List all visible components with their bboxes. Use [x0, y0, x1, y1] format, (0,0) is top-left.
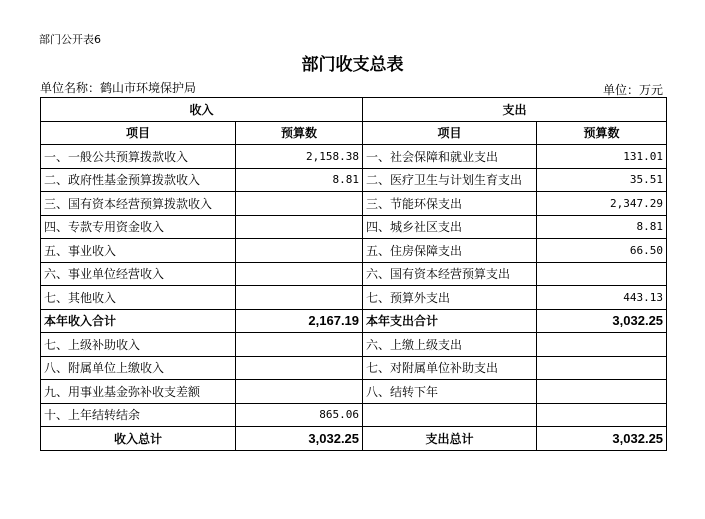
expense-total-value: 3,032.25 — [537, 427, 667, 451]
income-subtotal-value: 2,167.19 — [236, 309, 363, 333]
income-total-label: 收入总计 — [41, 427, 236, 451]
expense-item: 三、节能环保支出 — [363, 192, 537, 216]
unit-name: 单位名称：鹤山市环境保护局 — [40, 81, 197, 95]
income-section-header: 收入 — [41, 98, 363, 122]
budget-table — [40, 97, 667, 451]
income-value — [236, 380, 363, 404]
table-row — [41, 286, 667, 310]
table-row — [41, 380, 667, 404]
income-value — [236, 192, 363, 216]
income-value — [236, 356, 363, 380]
expense-budget-header: 预算数 — [537, 121, 667, 145]
expense-value: 2,347.29 — [537, 192, 667, 216]
expense-item: 五、住房保障支出 — [363, 239, 537, 263]
income-value: 2,158.38 — [236, 145, 363, 169]
income-value — [236, 262, 363, 286]
income-item: 二、政府性基金预算拨款收入 — [41, 168, 236, 192]
expense-value — [537, 403, 667, 427]
expense-item: 一、社会保障和就业支出 — [363, 145, 537, 169]
expense-item: 四、城乡社区支出 — [363, 215, 537, 239]
column-header-row — [41, 121, 667, 145]
expense-item: 七、预算外支出 — [363, 286, 537, 310]
table-row — [41, 145, 667, 169]
expense-value: 131.01 — [537, 145, 667, 169]
table-row — [41, 192, 667, 216]
income-item: 九、用事业基金弥补收支差额 — [41, 380, 236, 404]
expense-value: 35.51 — [537, 168, 667, 192]
income-value — [236, 215, 363, 239]
income-item: 八、附属单位上缴收入 — [41, 356, 236, 380]
income-item: 四、专款专用资金收入 — [41, 215, 236, 239]
unit-label: 单位：万元 — [602, 83, 663, 97]
income-item: 五、事业收入 — [41, 239, 236, 263]
income-item: 七、其他收入 — [41, 286, 236, 310]
expense-value — [537, 262, 667, 286]
income-value — [236, 239, 363, 263]
expense-value: 66.50 — [537, 239, 667, 263]
table-row — [41, 262, 667, 286]
expense-item: 六、国有资本经营预算支出 — [363, 262, 537, 286]
table-row — [41, 333, 667, 357]
expense-item: 七、对附属单位补助支出 — [363, 356, 537, 380]
expense-item — [363, 403, 537, 427]
expense-value: 443.13 — [537, 286, 667, 310]
income-value: 8.81 — [236, 168, 363, 192]
expense-total-label: 支出总计 — [363, 427, 537, 451]
income-value — [236, 333, 363, 357]
expense-item-header: 项目 — [363, 121, 537, 145]
expense-item: 八、结转下年 — [363, 380, 537, 404]
table-row — [41, 215, 667, 239]
total-row — [41, 427, 667, 451]
expense-item: 二、医疗卫生与计划生育支出 — [363, 168, 537, 192]
expense-value: 8.81 — [537, 215, 667, 239]
expense-section-header: 支出 — [363, 98, 667, 122]
expense-value — [537, 380, 667, 404]
table-row — [41, 168, 667, 192]
expense-value — [537, 333, 667, 357]
income-item: 六、事业单位经营收入 — [41, 262, 236, 286]
income-item: 十、上年结转结余 — [41, 403, 236, 427]
table-row — [41, 403, 667, 427]
section-header-row — [41, 98, 667, 122]
document-label: 部门公开表6 — [39, 33, 101, 46]
table-row — [41, 356, 667, 380]
subtotal-row — [41, 309, 667, 333]
income-value — [236, 286, 363, 310]
income-total-value: 3,032.25 — [236, 427, 363, 451]
expense-value — [537, 356, 667, 380]
income-item-header: 项目 — [41, 121, 236, 145]
income-item: 三、国有资本经营预算拨款收入 — [41, 192, 236, 216]
table-row — [41, 239, 667, 263]
page-title: 部门收支总表 — [301, 55, 404, 75]
income-budget-header: 预算数 — [236, 121, 363, 145]
expense-subtotal-label: 本年支出合计 — [363, 309, 537, 333]
income-item: 一、一般公共预算拨款收入 — [41, 145, 236, 169]
expense-item: 六、上缴上级支出 — [363, 333, 537, 357]
income-subtotal-label: 本年收入合计 — [41, 309, 236, 333]
income-item: 七、上级补助收入 — [41, 333, 236, 357]
expense-subtotal-value: 3,032.25 — [537, 309, 667, 333]
income-value: 865.06 — [236, 403, 363, 427]
